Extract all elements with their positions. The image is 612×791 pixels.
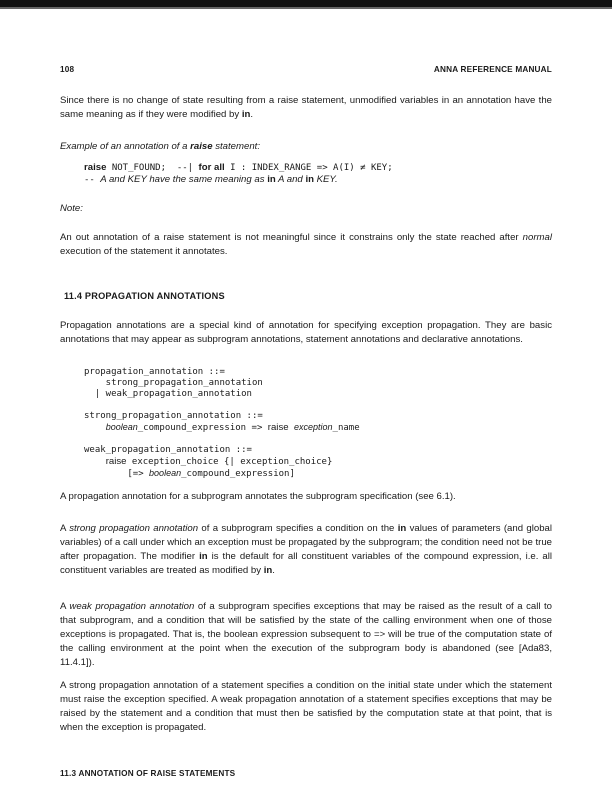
grammar-rule: _name <box>332 423 360 433</box>
page-footer: 11.3 ANNOTATION OF RAISE STATEMENTS <box>60 769 236 778</box>
scan-edge-shadow <box>0 7 612 9</box>
keyword: raise <box>84 162 107 173</box>
keyword: raise <box>105 456 127 467</box>
keyword: in <box>241 109 251 120</box>
grammar-rule: | weak_propagation_annotation <box>84 389 252 399</box>
text: Example of an annotation of a <box>60 141 191 152</box>
keyword: in <box>267 174 276 185</box>
keyword: in <box>263 565 273 576</box>
grammar-italic: exception <box>294 422 333 432</box>
grammar-rule: _compound_expression] <box>181 469 295 479</box>
text: Propagation annotations are a special kind of annotation for specifying exception propagation. They are basic annotations that may appear as subprogram annotations, statement annotations and declarative annotations. <box>60 320 552 345</box>
emphasis: strong propagation annotation <box>69 523 199 534</box>
comment-marker: -- <box>84 175 101 185</box>
text: execution of the statement it annotates. <box>60 246 228 257</box>
text: of a subprogram specifies a condition on the <box>198 523 398 534</box>
grammar-rule: strong_propagation_annotation ::= <box>84 411 263 421</box>
grammar-rule: strong_propagation_annotation <box>84 378 263 388</box>
code: NOT_FOUND; --| <box>106 163 199 173</box>
text: A propagation annotation for a subprogram annotates the subprogram specification (see 6.1). <box>60 491 456 502</box>
text: An out annotation of a raise statement is not meaningful since it constrains only the state reached after <box>60 232 523 243</box>
grammar-rule: weak_propagation_annotation ::= <box>84 445 252 455</box>
running-title: ANNA REFERENCE MANUAL <box>433 65 552 74</box>
paragraph-note <box>60 231 552 259</box>
text: A strong propagation annotation of a statement specifies a condition on the initial state under which the statement must raise the exception specified. A weak propagation annotation of a statement specifies exceptions that may be raised by the statement and a condition that must then be satisfied by the computation state at that point, that is when the exception is propagated. <box>60 680 552 733</box>
grammar-italic: boolean <box>105 422 138 432</box>
section-heading: 11.4 PROPAGATION ANNOTATIONS <box>64 291 225 301</box>
paragraph-raise-state <box>60 94 552 122</box>
paragraph-intro <box>60 319 552 347</box>
keyword: in <box>199 551 208 562</box>
keyword: in <box>305 174 314 185</box>
note-label: Note: <box>60 203 83 214</box>
example-label <box>60 141 552 152</box>
emphasis: normal <box>522 232 552 243</box>
comment: A and KEY have the same meaning as <box>100 174 268 185</box>
text: values of parameters (and global variables) of a call under which an exception must be propagated by the subprogram; the condition need not be true after propagation. The modifier <box>60 523 553 562</box>
code: I : INDEX_RANGE => A(I) ≠ KEY; <box>224 163 393 173</box>
paragraph-subprogram-spec <box>60 490 552 504</box>
grammar-rule: [=> <box>127 469 150 479</box>
text: A <box>60 601 70 612</box>
paragraph-strong <box>60 522 552 578</box>
paragraph-weak <box>60 600 552 670</box>
text: . <box>250 109 254 120</box>
scan-edge-bar <box>0 0 612 7</box>
keyword: raise <box>190 141 213 152</box>
paragraph-statement <box>60 679 552 735</box>
emphasis: weak propagation annotation <box>69 601 195 612</box>
keyword: in <box>397 523 407 534</box>
text: . <box>272 565 275 576</box>
keyword: for all <box>198 162 225 173</box>
comment: A and <box>275 174 306 185</box>
grammar-rule: _compound_expression => <box>137 423 268 433</box>
comment: KEY. <box>313 174 338 185</box>
text: A <box>60 523 70 534</box>
example-code <box>84 162 576 186</box>
page-number: 108 <box>60 65 75 74</box>
page-header <box>60 65 552 74</box>
text: Since there is no change of state resulting from a raise statement, unmodified variables in an annotation have the same meaning as if they were modified by <box>60 95 552 120</box>
grammar-italic: boolean <box>149 468 182 478</box>
grammar-rule: exception_choice {| exception_choice} <box>126 457 333 467</box>
text: of a subprogram specifies exceptions that may be raised as the result of a call to that subprogram, and a condition that will be satisfied by the state of the calling environment when one of those exceptions is propagated. That is, the boolean expression subsequent to => will be true of the computation state of the calling environment at the point when the execution of the subprogram body is abandoned (see [Ada83, 11.4.1]). <box>60 601 552 668</box>
text: statement: <box>212 141 261 152</box>
text: is the default for all constituent variables of the compound expression, i.e. all constituent variables are treated as modified by <box>60 551 552 576</box>
grammar-rule: propagation_annotation ::= <box>84 367 225 377</box>
keyword: raise <box>267 422 289 433</box>
grammar-block <box>84 367 576 480</box>
